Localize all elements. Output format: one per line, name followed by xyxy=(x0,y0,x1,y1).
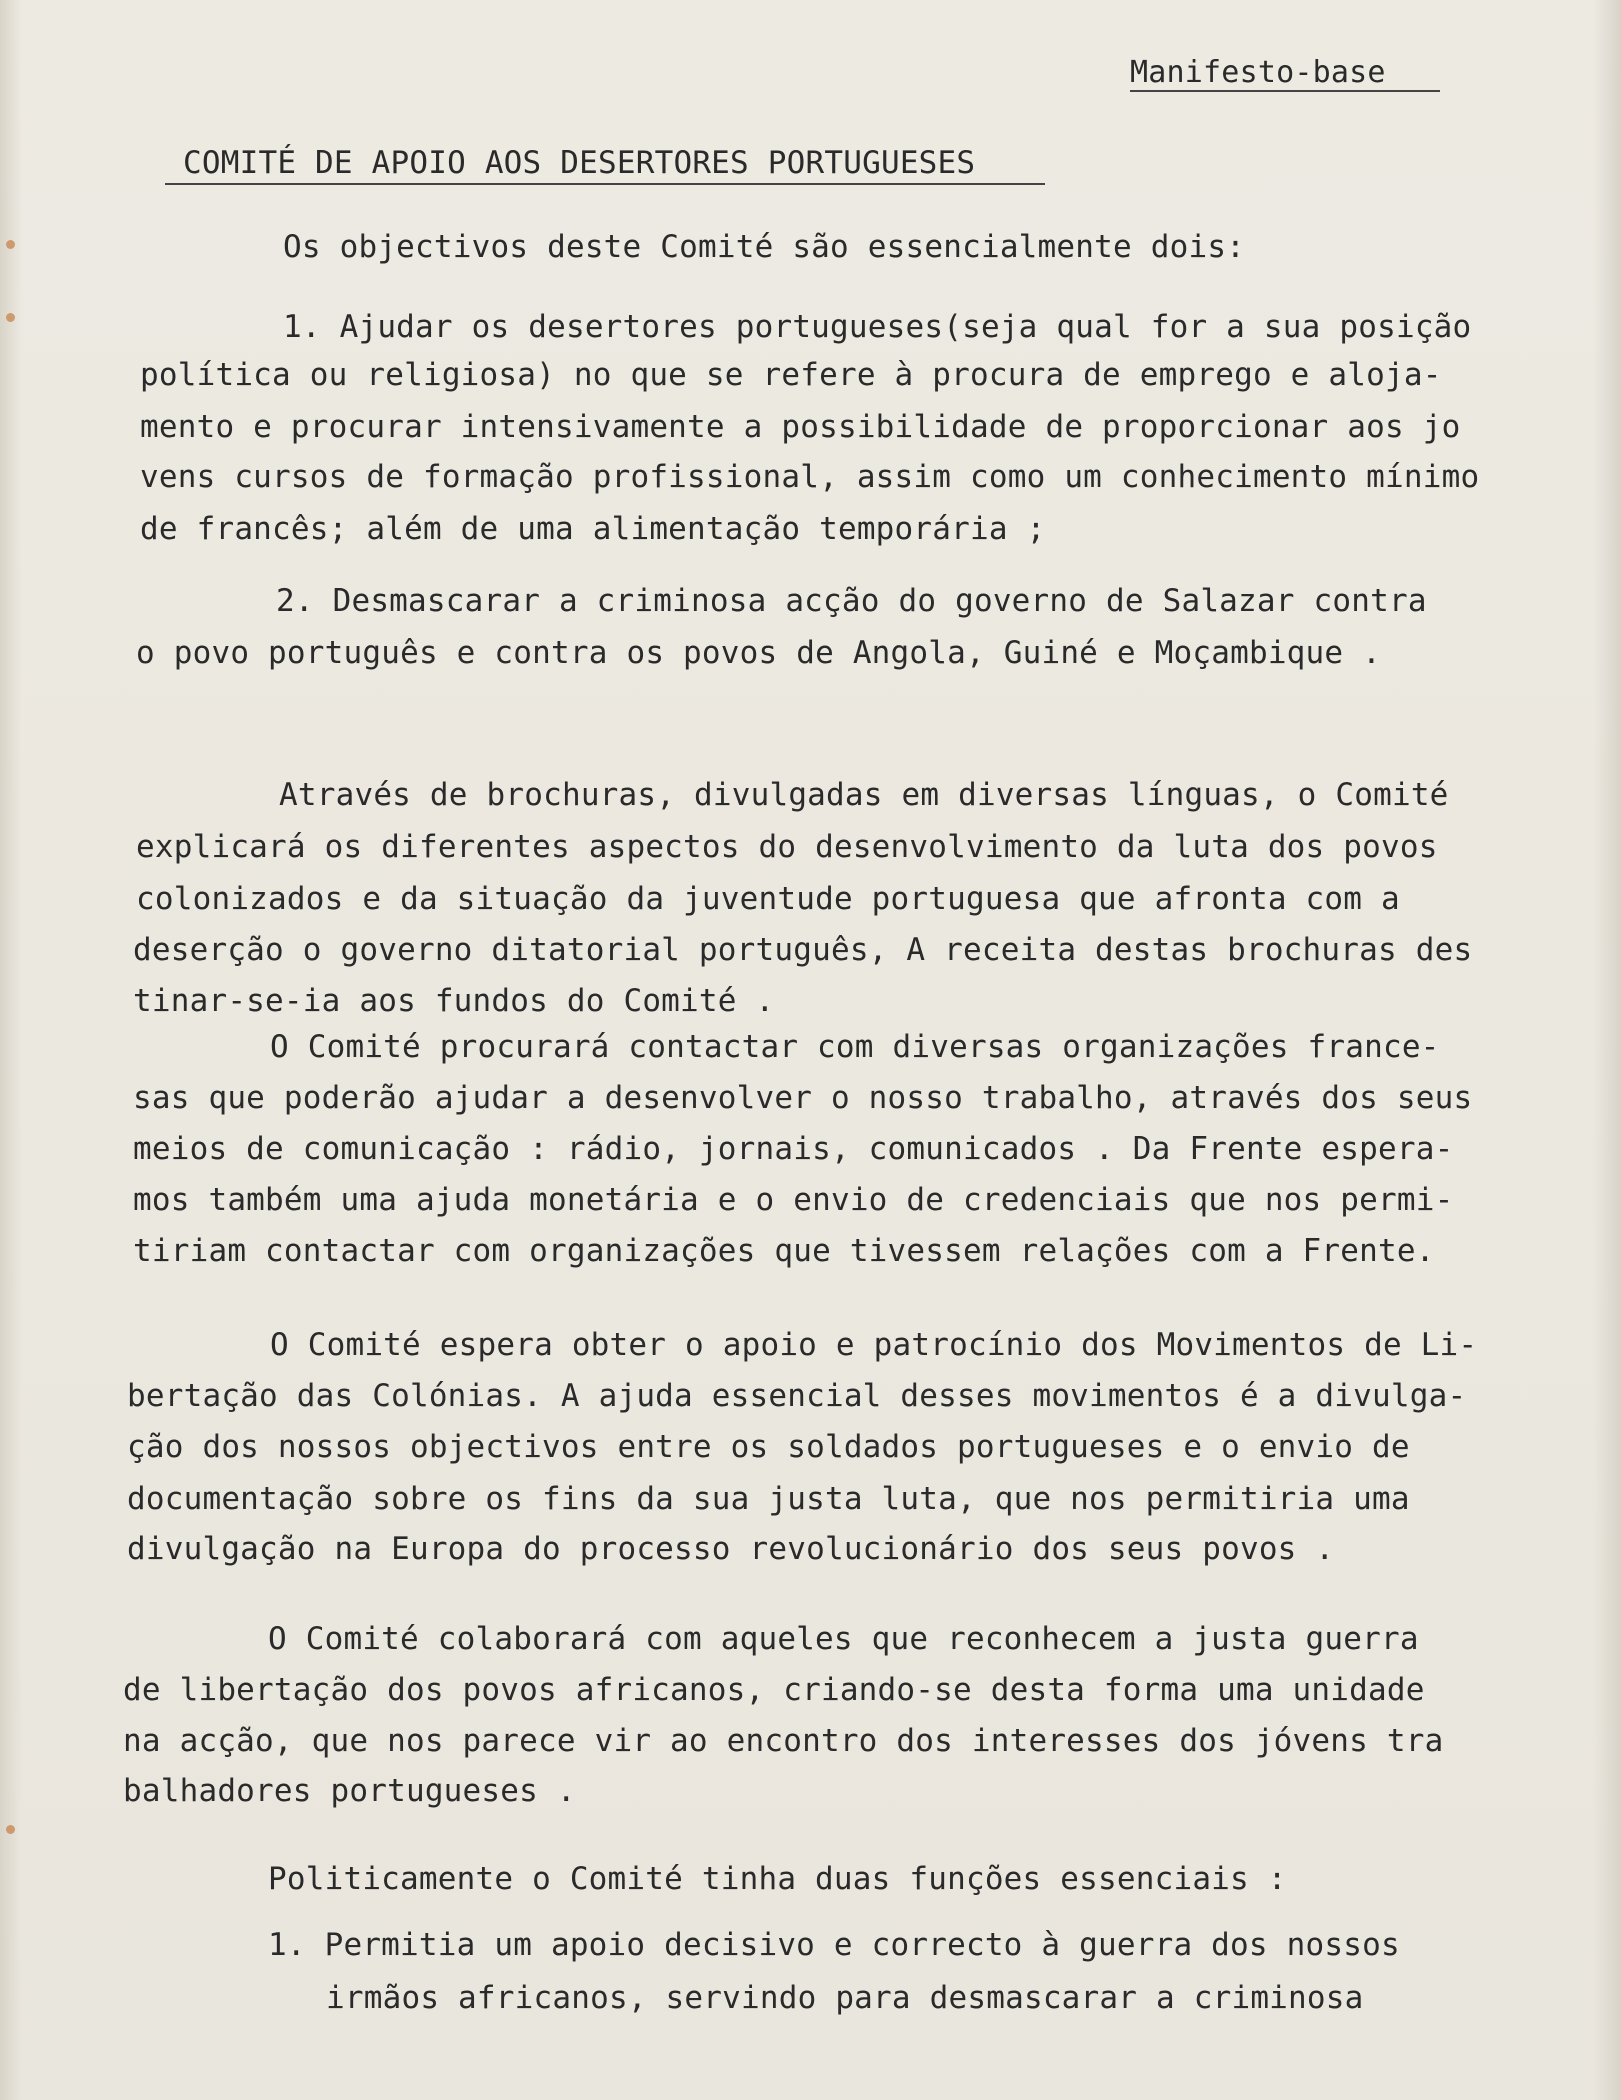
paragraph-line: tiriam contactar com organizações que tivessem relações com a Frente. xyxy=(133,1233,1435,1269)
paragraph-line: explicará os diferentes aspectos do desenvolvimento da luta dos povos xyxy=(136,829,1438,865)
paragraph-line: tinar-se-ia aos fundos do Comité . xyxy=(133,983,775,1019)
paragraph-line: na acção, que nos parece vir ao encontro dos interesses dos jóvens tra xyxy=(123,1723,1444,1759)
paragraph-line: política ou religiosa) no que se refere à procura de emprego e aloja- xyxy=(140,357,1442,393)
paragraph-line: Politicamente o Comité tinha duas funções essenciais : xyxy=(268,1861,1287,1897)
paragraph-line: 1. Permitia um apoio decisivo e correcto à guerra dos nossos xyxy=(268,1927,1400,1963)
paragraph-line: de libertação dos povos africanos, criando-se desta forma uma unidade xyxy=(123,1672,1425,1708)
paragraph-line: O Comité procurará contactar com diversas organizações france- xyxy=(270,1029,1440,1065)
paragraph-line: O Comité espera obter o apoio e patrocínio dos Movimentos de Li- xyxy=(270,1327,1478,1363)
paragraph-line: meios de comunicação : rádio, jornais, comunicados . Da Frente espera- xyxy=(133,1131,1454,1167)
paragraph-line: mos também uma ajuda monetária e o envio de credenciais que nos permi- xyxy=(133,1182,1454,1218)
title-underline xyxy=(165,183,1045,185)
paragraph-line: Os objectivos deste Comité são essencialmente dois: xyxy=(283,229,1246,265)
punch-mark xyxy=(6,313,15,322)
paragraph-line: irmãos africanos, servindo para desmascarar a criminosa xyxy=(326,1980,1364,2016)
paragraph-line: ção dos nossos objectivos entre os soldados portugueses e o envio de xyxy=(127,1429,1410,1465)
paragraph-line: balhadores portugueses . xyxy=(123,1773,576,1809)
paragraph-line: mento e procurar intensivamente a possibilidade de proporcionar aos jo xyxy=(140,409,1461,445)
paragraph-line: colonizados e da situação da juventude portuguesa que afronta com a xyxy=(136,881,1400,917)
punch-mark xyxy=(6,1825,15,1834)
punch-mark xyxy=(6,240,15,249)
document-title: COMITÉ DE APOIO AOS DESERTORES PORTUGUESES xyxy=(183,145,976,181)
paragraph-line: divulgação na Europa do processo revolucionário dos seus povos . xyxy=(127,1531,1335,1567)
paragraph-line: vens cursos de formação profissional, assim como um conhecimento mínimo xyxy=(140,459,1480,495)
label-underline xyxy=(1130,90,1440,92)
paragraph-line: o povo português e contra os povos de Angola, Guiné e Moçambique . xyxy=(136,635,1381,671)
page-right-edge xyxy=(1593,0,1621,2100)
paragraph-line: O Comité colaborará com aqueles que reconhecem a justa guerra xyxy=(268,1621,1419,1657)
paragraph-line: sas que poderão ajudar a desenvolver o nosso trabalho, através dos seus xyxy=(133,1080,1473,1116)
paragraph-line: de francês; além de uma alimentação temporária ; xyxy=(140,511,1046,547)
paragraph-line: documentação sobre os fins da sua justa luta, que nos permitiria uma xyxy=(127,1481,1410,1517)
paragraph-line: 1. Ajudar os desertores portugueses(seja qual for a sua posição xyxy=(283,309,1472,345)
paragraph-line: Através de brochuras, divulgadas em diversas línguas, o Comité xyxy=(279,777,1449,813)
document-label: Manifesto-base xyxy=(1130,55,1386,90)
paragraph-line: deserção o governo ditatorial português, A receita destas brochuras des xyxy=(133,932,1473,968)
paragraph-line: 2. Desmascarar a criminosa acção do governo de Salazar contra xyxy=(276,583,1427,619)
paragraph-line: bertação das Colónias. A ajuda essencial desses movimentos é a divulga- xyxy=(127,1378,1467,1414)
